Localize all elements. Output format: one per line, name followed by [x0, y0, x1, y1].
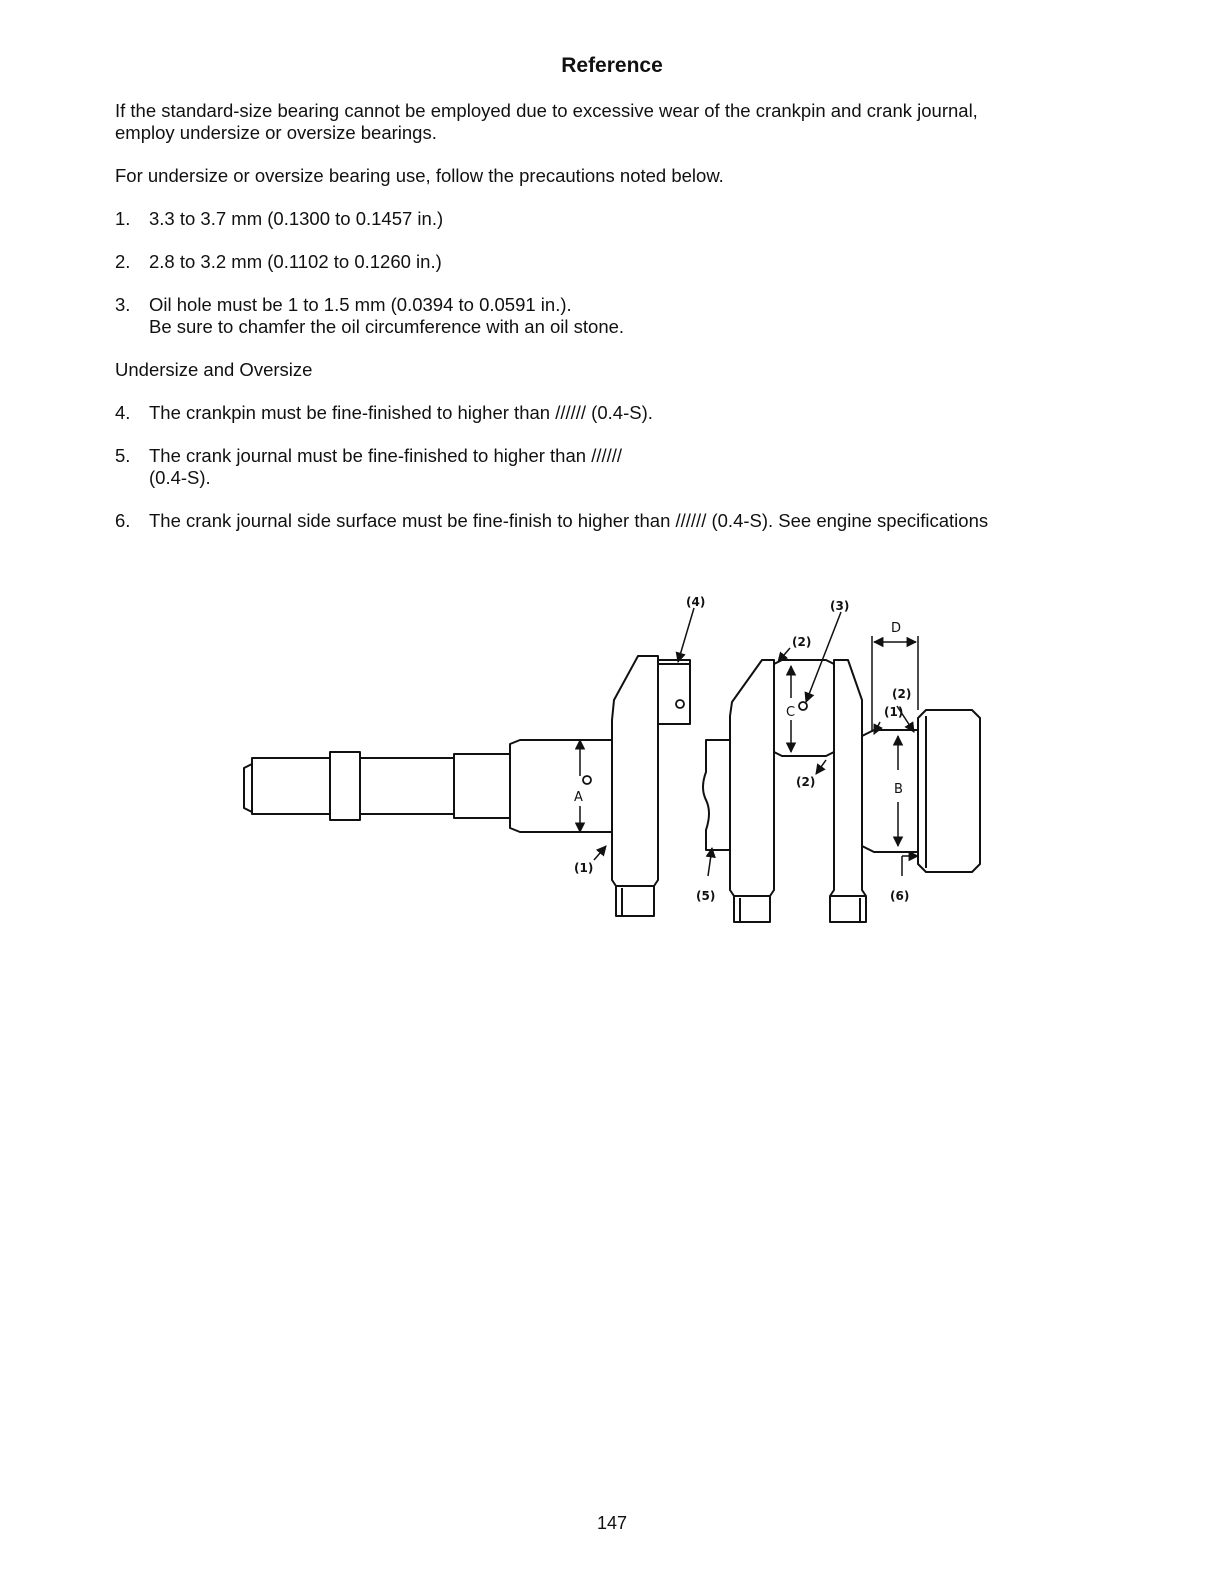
callout-label: (2): [892, 687, 912, 701]
item-number: 5.: [115, 445, 131, 466]
crank-arm: [830, 660, 866, 922]
crank-arm: [730, 660, 774, 922]
main-journal: [703, 740, 730, 850]
item-text: [149, 294, 1035, 338]
crankshaft-diagram: [230, 585, 990, 935]
intro-paragraph: If the standard-size bearing cannot be employed due to excessive wear of the crankpin and crank journal, employ undersize or oversize bearings.: [115, 100, 978, 143]
item-text: 2.8 to 3.2 mm (0.1102 to 0.1260 in.): [149, 251, 442, 272]
shaft-nose: [244, 764, 252, 812]
item-line: Be sure to chamfer the oil circumference with an oil stone.: [149, 316, 625, 337]
dimension-label: A: [574, 790, 583, 805]
rear-flange: [918, 710, 980, 872]
crankpin: [658, 660, 690, 724]
page-title: Reference: [561, 54, 663, 77]
oil-hole: [799, 702, 807, 710]
main-journal: [510, 740, 612, 832]
dimension-label: C: [786, 705, 796, 720]
list-item: [115, 251, 1035, 273]
callout-label: (2): [792, 635, 812, 649]
item-line: (0.4-S).: [149, 467, 211, 488]
list-item: [115, 510, 1035, 532]
intro-paragraph: For undersize or oversize bearing use, follow the precautions noted below.: [115, 165, 724, 186]
list-item: [115, 445, 1035, 489]
shaft-front: [252, 758, 330, 814]
item-line: Oil hole must be 1 to 1.5 mm (0.0394 to 0.0591 in.).: [149, 294, 572, 315]
item-number: 2.: [115, 251, 131, 272]
callout-label: (1): [884, 705, 904, 719]
callout-leaders: [594, 608, 918, 876]
callout-label: (1): [574, 861, 594, 875]
page-number: 147: [596, 1513, 628, 1533]
item-number: 4.: [115, 402, 131, 423]
shaft-collar: [330, 752, 360, 820]
list-item: [115, 402, 1035, 424]
crankshaft-drawing: [230, 585, 990, 935]
subheading: Undersize and Oversize: [115, 359, 313, 380]
item-text: 3.3 to 3.7 mm (0.1300 to 0.1457 in.): [149, 208, 444, 229]
item-number: 3.: [115, 294, 131, 315]
dimension-label: D: [891, 621, 902, 636]
callout-label: (4): [686, 595, 706, 609]
item-text: The crank journal side surface must be fine-finish to higher than ////// (0.4-S). See engine specifications: [149, 510, 989, 531]
dimension-label: B: [894, 782, 903, 797]
crank-arm: [612, 656, 658, 916]
oil-hole: [676, 700, 684, 708]
callout-label: (2): [796, 775, 816, 789]
item-number: 1.: [115, 208, 131, 229]
item-number: 6.: [115, 510, 131, 531]
item-line: The crank journal must be fine-finished to higher than //////: [149, 445, 623, 466]
list-item: [115, 208, 1035, 230]
callout-label: (6): [890, 889, 910, 903]
list-item: [115, 294, 1035, 338]
shaft-section: [360, 758, 454, 814]
oil-hole: [583, 776, 591, 784]
body-text: [115, 100, 1035, 553]
item-text: The crankpin must be fine-finished to higher than ////// (0.4-S).: [149, 402, 653, 423]
shaft-section: [454, 754, 510, 818]
callout-label: (3): [830, 599, 850, 613]
callout-label: (5): [696, 889, 716, 903]
item-text: [149, 445, 1035, 489]
crankpin: [774, 660, 834, 756]
main-journal: [862, 730, 918, 852]
